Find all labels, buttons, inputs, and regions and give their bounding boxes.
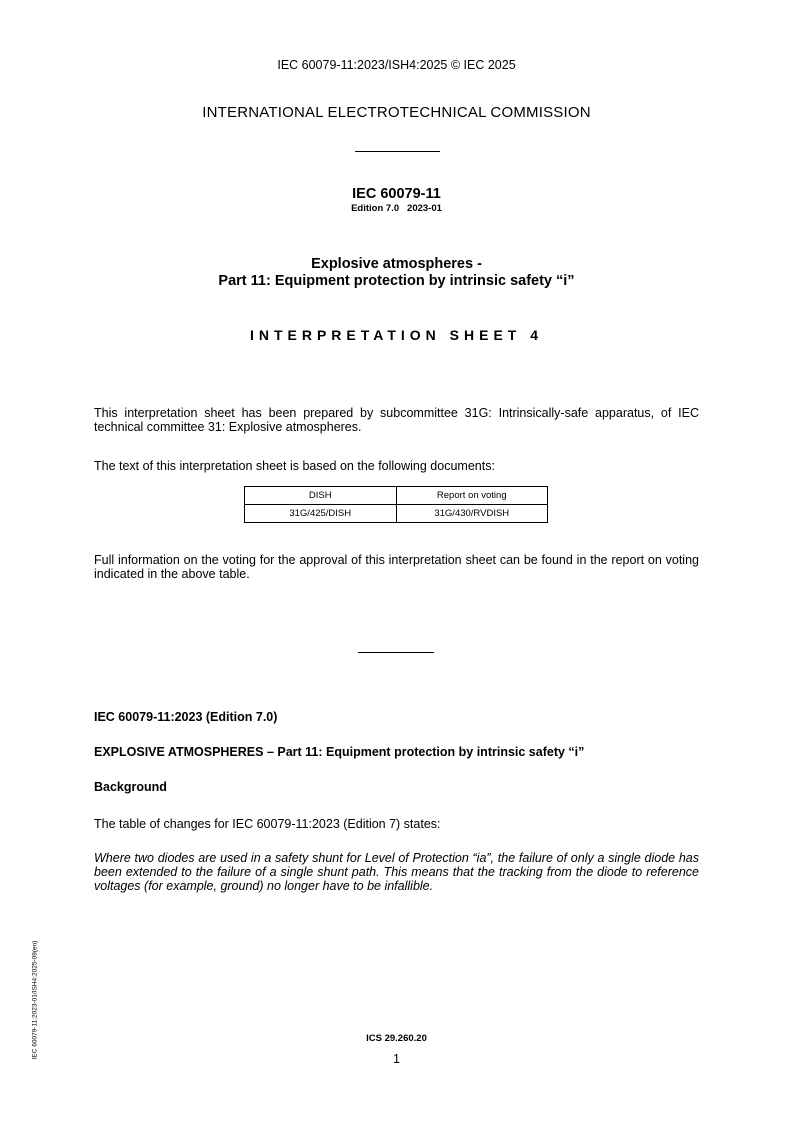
table-header-row — [245, 487, 548, 505]
ics-code: ICS 29.260.20 — [366, 1033, 427, 1044]
table-row — [245, 505, 548, 523]
standard-title-line-1: Explosive atmospheres - — [311, 256, 482, 272]
changes-intro-paragraph: The table of changes for IEC 60079-11:2023 (Edition 7) states: — [94, 817, 441, 831]
edition-text: Edition 7.0 2023-01 — [351, 203, 442, 214]
prepared-by-paragraph: This interpretation sheet has been prepared by subcommittee 31G: Intrinsically-safe apparatus, of IEC technical committee 31: Explosive atmospheres. — [94, 406, 699, 434]
table-cell: 31G/430/RVDISH — [396, 505, 548, 523]
standard-title-line-2: Part 11: Equipment protection by intrinsic safety “i” — [218, 273, 575, 289]
edition-line — [0, 203, 793, 214]
page-number: 1 — [393, 1052, 400, 1066]
table-cell: 31G/425/DISH — [245, 505, 397, 523]
separator-rule — [355, 151, 440, 152]
background-heading: Background — [94, 780, 167, 794]
standard-number: IEC 60079-11 — [352, 186, 441, 202]
side-document-reference: IEC 60079-11:2023-01/ISH4:2025-09(en) — [31, 940, 39, 1060]
based-on-paragraph: The text of this interpretation sheet is based on the following documents: — [94, 459, 495, 473]
documents-table — [244, 486, 548, 523]
changes-quote-paragraph: Where two diodes are used in a safety shunt for Level of Protection “ia”, the failure of only a single diode has been extended to the failure of a single shunt path. This means that the tracking from the diode to reference voltages (for example, ground) no longer have to be infallible. — [94, 851, 699, 893]
table-header-cell: DISH — [245, 487, 397, 505]
header-reference: IEC 60079-11:2023/ISH4:2025 © IEC 2025 — [277, 58, 516, 72]
section-subject-heading: EXPLOSIVE ATMOSPHERES – Part 11: Equipment protection by intrinsic safety “i” — [94, 745, 585, 759]
full-information-paragraph: Full information on the voting for the approval of this interpretation sheet can be found in the report on voting indicated in the above table. — [94, 553, 699, 581]
section-standard-heading: IEC 60079-11:2023 (Edition 7.0) — [94, 710, 278, 724]
organization-name: INTERNATIONAL ELECTROTECHNICAL COMMISSION — [202, 104, 591, 121]
table-header-cell: Report on voting — [396, 487, 548, 505]
separator-rule — [358, 652, 434, 653]
interpretation-sheet-title: INTERPRETATION SHEET 4 — [249, 327, 544, 343]
